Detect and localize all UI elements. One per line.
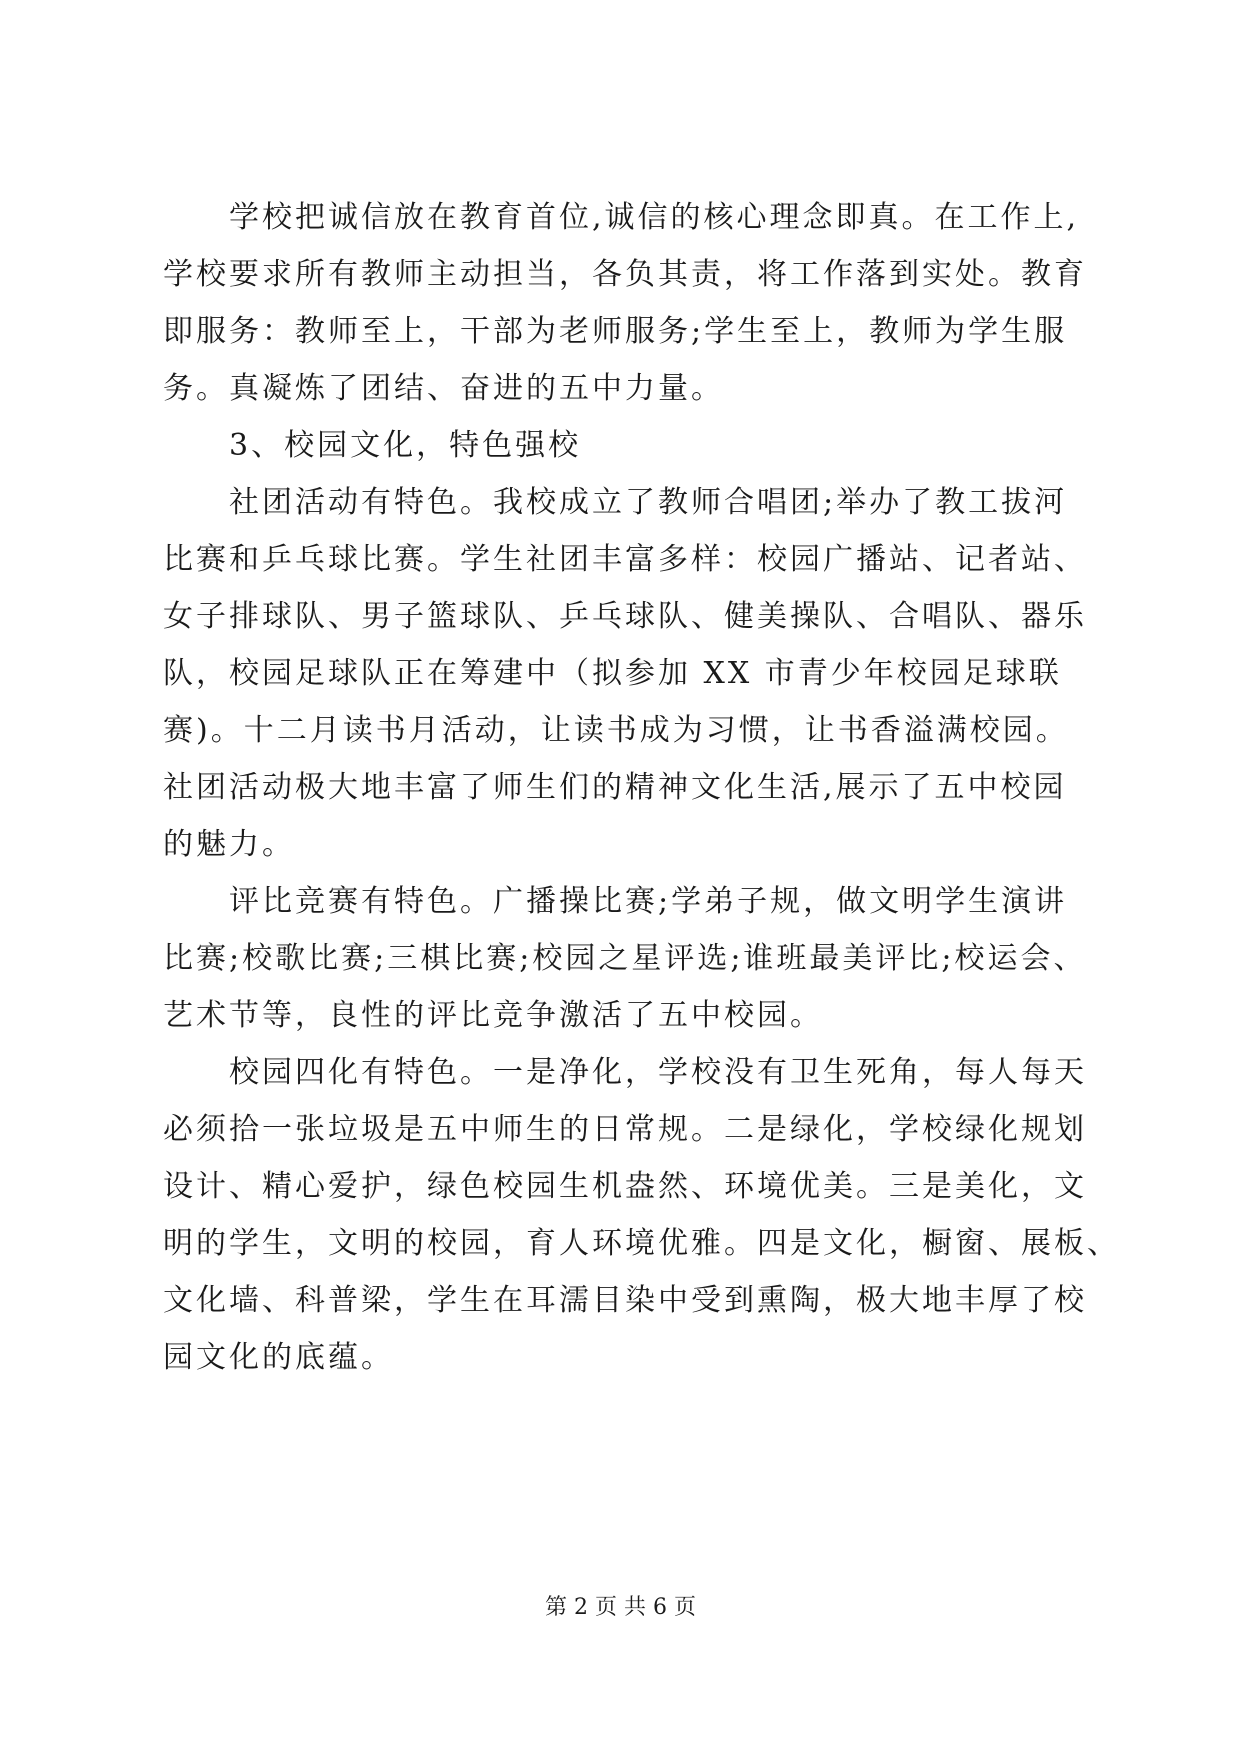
- paragraph-line: 学校要求所有教师主动担当，各负其责，将工作落到实处。教育: [163, 257, 1087, 292]
- paragraph-line: 比赛和乒乓球比赛。学生社团丰富多样：校园广播站、记者站、: [163, 542, 1087, 577]
- paragraph-line: 园文化的底蕴。: [163, 1340, 394, 1375]
- paragraph-line: 务。真凝炼了团结、奋进的五中力量。: [163, 371, 724, 406]
- paragraph-line: 即服务：教师至上，干部为老师服务;学生至上，教师为学生服: [163, 314, 1068, 349]
- paragraph-line: 文化墙、科普梁，学生在耳濡目染中受到熏陶，极大地丰厚了校: [163, 1283, 1087, 1318]
- paragraph-line: 设计、精心爱护，绿色校园生机盎然、环境优美。三是美化，文: [163, 1169, 1087, 1204]
- paragraph-line: 社团活动极大地丰富了师生们的精神文化生活,展示了五中校园: [163, 770, 1067, 805]
- paragraph-line: 的魅力。: [163, 827, 295, 862]
- paragraph-line: 队，校园足球队正在筹建中（拟参加 XX 市青少年校园足球联: [163, 656, 1062, 691]
- paragraph-line: 女子排球队、男子篮球队、乒乓球队、健美操队、合唱队、器乐: [163, 599, 1087, 634]
- paragraph-line: 社团活动有特色。我校成立了教师合唱团;举办了教工拔河: [229, 485, 1068, 520]
- paragraph-line: 学校把诚信放在教育首位,诚信的核心理念即真。在工作上,: [229, 200, 1080, 235]
- page-footer: 第 2 页 共 6 页: [545, 1595, 696, 1620]
- paragraph-line: 校园四化有特色。一是净化，学校没有卫生死角，每人每天: [229, 1055, 1087, 1090]
- paragraph-line: 赛)。十二月读书月活动，让读书成为习惯，让书香溢满校园。: [163, 713, 1069, 748]
- paragraph-line: 艺术节等，良性的评比竞争激活了五中校园。: [163, 998, 823, 1033]
- paragraph-line: 评比竞赛有特色。广播操比赛;学弟子规，做文明学生演讲: [229, 884, 1068, 919]
- paragraph-line: 明的学生，文明的校园，育人环境优雅。四是文化，橱窗、展板、: [163, 1226, 1120, 1261]
- paragraph-line: 必须拾一张垃圾是五中师生的日常规。二是绿化，学校绿化规划: [163, 1112, 1087, 1147]
- section-heading: 3、校园文化，特色强校: [229, 428, 582, 463]
- paragraph-line: 比赛;校歌比赛;三棋比赛;校园之星评选;谁班最美评比;校运会、: [163, 941, 1087, 976]
